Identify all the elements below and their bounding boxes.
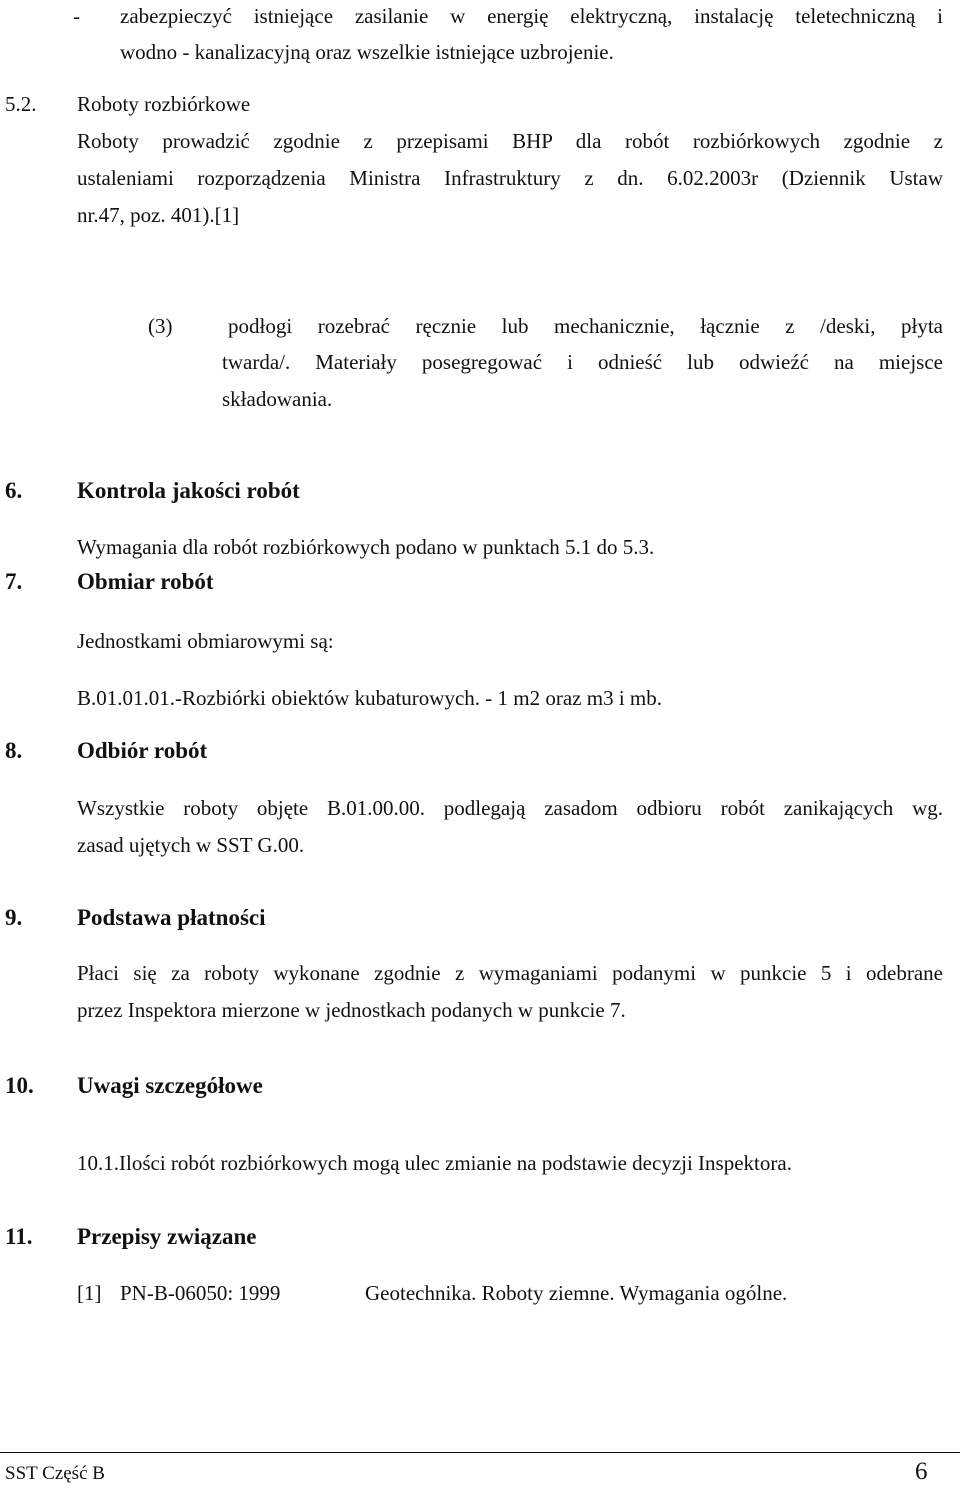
reference-number: [1]	[77, 1281, 102, 1305]
section-10-number: 10.	[5, 1073, 34, 1098]
section-10-title: Uwagi szczegółowe	[77, 1073, 263, 1098]
section-5-2-line-3: nr.47, poz. 401).[1]	[77, 203, 240, 227]
intro-line-2: wodno - kanalizacyjną oraz wszelkie istniejące uzbrojenie.	[120, 40, 614, 64]
footer-divider	[0, 1452, 960, 1453]
reference-title: Geotechnika. Roboty ziemne. Wymagania ogólne.	[365, 1281, 788, 1305]
section-5-2-line-1: Roboty prowadzić zgodnie z przepisami BHP dla robót rozbiórkowych zgodnie z	[77, 129, 943, 153]
section-8-title: Odbiór robót	[77, 738, 208, 763]
section-9-number: 9.	[5, 905, 23, 930]
section-5-2-number: 5.2.	[5, 92, 37, 116]
footer-label: SST Część B	[5, 1463, 105, 1484]
item-3-line-3: składowania.	[222, 387, 333, 411]
section-11-title: Przepisy związane	[77, 1224, 257, 1249]
section-11-number: 11.	[5, 1224, 33, 1249]
item-3-line-1: podłogi rozebrać ręcznie lub mechanicznie, łącznie z /deski, płyta	[228, 314, 943, 338]
section-7-title: Obmiar robót	[77, 569, 214, 594]
section-5-2-line-2: ustaleniami rozporządzenia Ministra Infrastruktury z dn. 6.02.2003r (Dziennik Ustaw	[77, 166, 943, 190]
section-7-number: 7.	[5, 569, 23, 594]
reference-code: PN-B-06050: 1999	[120, 1281, 281, 1305]
section-8-line-2: zasad ujętych w SST G.00.	[77, 833, 305, 857]
footer-page-number: 6	[915, 1458, 928, 1485]
section-6-text: Wymagania dla robót rozbiórkowych podano w punktach 5.1 do 5.3.	[77, 535, 655, 559]
section-5-2-title: Roboty rozbiórkowe	[77, 92, 251, 116]
item-3-number: (3)	[148, 314, 173, 338]
section-10-text: 10.1.Ilości robót rozbiórkowych mogą ulec zmianie na podstawie decyzji Inspektora.	[77, 1151, 792, 1175]
section-6-title: Kontrola jakości robót	[77, 478, 300, 503]
section-6-number: 6.	[5, 478, 23, 503]
section-7-text-1: Jednostkami obmiarowymi są:	[77, 629, 334, 653]
section-8-number: 8.	[5, 738, 23, 763]
section-9-line-2: przez Inspektora mierzone w jednostkach podanych w punkcie 7.	[77, 998, 626, 1022]
intro-line-1: zabezpieczyć istniejące zasilanie w energię elektryczną, instalację teletechniczną i	[120, 4, 943, 28]
item-3-line-2: twarda/. Materiały posegregować i odnieść lub odwieźć na miejsce	[222, 350, 943, 374]
section-7-text-2: B.01.01.01.-Rozbiórki obiektów kubaturowych. - 1 m2 oraz m3 i mb.	[77, 686, 662, 710]
section-9-title: Podstawa płatności	[77, 905, 266, 930]
section-8-line-1: Wszystkie roboty objęte B.01.00.00. podlegają zasadom odbioru robót zanikających wg.	[77, 796, 943, 820]
list-dash: -	[73, 4, 80, 28]
section-9-line-1: Płaci się za roboty wykonane zgodnie z wymaganiami podanymi w punkcie 5 i odebrane	[77, 961, 943, 985]
